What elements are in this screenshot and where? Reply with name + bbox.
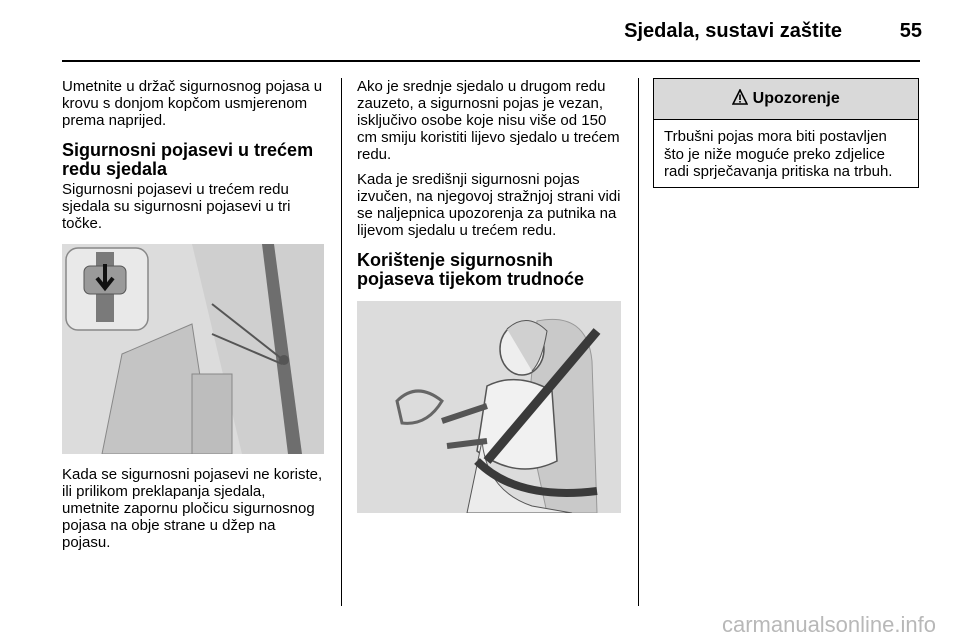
- column-3: [653, 78, 919, 188]
- paragraph: Sigurnosni pojasevi u trećem redu sjedala su sigurnosni pojasevi u tri točke.: [62, 181, 291, 232]
- section-heading: Sigurnosni pojasevi u trećem redu sjedala: [62, 140, 314, 179]
- paragraph: Kada je središnji sigurnosni pojas izvučen, na njegovoj stražnjoj strani vidi se naljepnica upozorenja za putnika na lijevom sjedalu u trećem redu.: [357, 171, 621, 239]
- watermark: carmanualsonline.info: [721, 612, 936, 637]
- column-divider: [638, 78, 639, 606]
- pregnancy-seatbelt-illustration: [357, 301, 621, 513]
- column-divider: [341, 78, 342, 606]
- page-number: 55: [899, 20, 922, 42]
- warning-title: Upozorenje: [752, 90, 840, 107]
- paragraph: Ako je srednje sjedalo u drugom redu zauzeto, a sigurnosni pojas je vezan, isključivo osobe koje nisu više od 150 cm smiju koristiti lijevo sjedalo u trećem redu.: [357, 78, 620, 163]
- section-heading: Korištenje sigurnosnih pojaseva tijekom trudnoće: [357, 250, 585, 289]
- column-1: [62, 78, 324, 559]
- paragraph: Kada se sigurnosni pojasevi ne koriste, ili prilikom preklapanja sjedala, umetnite zapornu pločicu sigurnosnog pojasa na obje strane u džep na pojasu.: [62, 466, 323, 551]
- warning-text: Trbušni pojas mora biti postavljen što je niže moguće preko zdjelice radi sprječavanja pritiska na trbuh.: [664, 128, 893, 180]
- page-header: [0, 0, 960, 62]
- third-row-seatbelt-illustration: [62, 244, 324, 454]
- warning-box: [653, 78, 919, 188]
- header-rule: [62, 60, 920, 62]
- warning-triangle-icon: [732, 90, 752, 107]
- warning-body: [654, 120, 918, 187]
- section-title: Sjedala, sustavi zaštite: [624, 20, 842, 42]
- intro-paragraph: Umetnite u držač sigurnosnog pojasa u krovu s donjom kopčom usmjerenom prema naprijed.: [62, 78, 323, 129]
- column-2: [357, 78, 621, 513]
- warning-header: [654, 79, 918, 120]
